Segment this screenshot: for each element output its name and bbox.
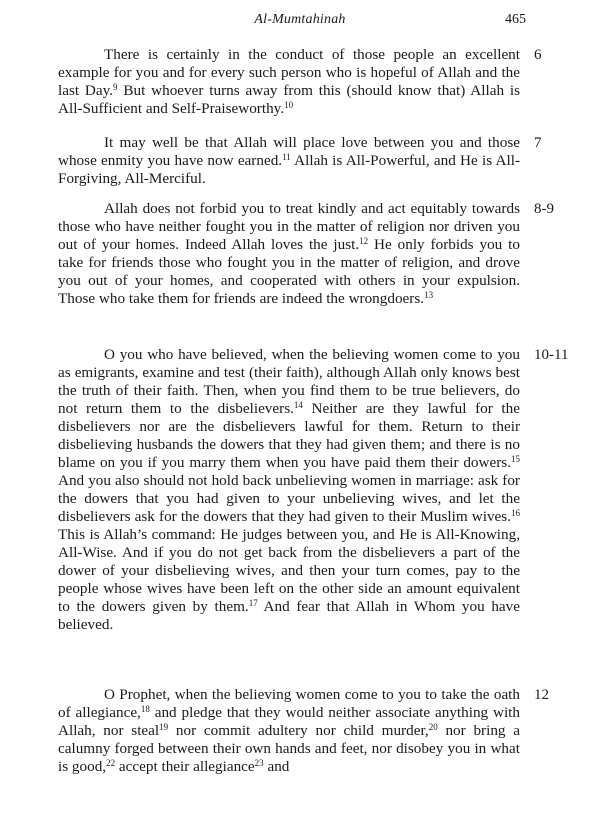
page-header [0,12,600,34]
verse-number: 6 [534,47,542,63]
text-run: And fear that Allah in Whom you have believed. [58,598,521,633]
footnote-ref: 10 [284,100,294,110]
verse-number: 12 [534,687,549,703]
text-run: and pledge that they would neither associate anything with Allah, nor steal [58,704,521,739]
verse-text [58,46,520,118]
footnote-ref: 11 [282,152,291,162]
footnote-ref: 17 [248,598,258,608]
text-run: O you who have believed, when the believing women come to you as emigrants, examine and test (their faith), although Allah only knows best the truth of their faith. Then, when you find them to be true believers, do not return them to the disbelievers. [58,346,520,417]
verse-text [58,686,520,776]
verse-text [58,134,520,188]
text-run: O Prophet, when the believing women come to you to take the oath of allegiance, [58,686,520,721]
footnote-ref: 16 [511,508,520,518]
text-run: Allah does not forbid you to treat kindly and act equitably towards those who have neither fought you in the matter of religion nor driven you out of your homes. Indeed Allah loves the just. [58,200,520,253]
footnote-ref: 22 [106,758,116,768]
footnote-ref: 19 [159,722,169,732]
text-run: nor commit adultery nor child murder, [168,722,429,739]
text-run: accept their allegiance [115,758,255,775]
text-run: He only forbids you to take for friends those who fought you in the matter of religion, and drove you out of your homes, and cooperated with others in your expulsion. Those who take them for friends are indeed the wrongdoers. [58,236,520,307]
text-run: and [263,758,290,775]
text-run: And you also should not hold back unbelieving women in marriage: ask for the dowers that you had given to your unbelieving wives, and let the disbelievers ask for the dowers that they had given to their Muslim wives. [58,472,520,525]
verse-text [58,346,520,634]
footnote-ref: 14 [293,400,303,410]
verse-number: 8-9 [534,201,554,217]
text-run: This is Allah’s command: He judges between you, and He is All-Knowing, All-Wise. And if you do not get back from the disbelievers a part of the dower of your disbelieving wives, and then your turn comes, pay to the people whose wives have been left on the other side an amount equivalent to the dowers given by them. [58,526,520,615]
verse-number: 7 [534,135,542,151]
text-run: There is certainly in the conduct of those people an excellent example for you and for every such person who is hopeful of Allah and the last Day. [58,46,520,99]
page-number: 465 [505,12,526,27]
footnote-ref: 23 [254,758,264,768]
text-run: But whoever turns away from this (should know that) Allah is All-Sufficient and Self-Praiseworthy. [58,82,521,117]
verse-number: 10-11 [534,347,569,363]
text-run: nor bring a calumny forged between their own hands and feet, nor disobey you in what is good, [58,722,520,775]
footnote-ref: 9 [113,82,118,92]
footnote-ref: 12 [359,236,369,246]
text-run: Neither are they lawful for the disbelievers nor are the disbelievers lawful for them. Return to their disbelieving husbands the dowers that they had given them; and there is no blame on you if you marry them when you have paid them their dowers. [58,400,520,471]
footnote-ref: 20 [428,722,438,732]
running-title: Al-Mumtahinah [254,12,346,27]
verse-text [58,200,520,308]
footnote-ref: 18 [140,704,150,714]
footnote-ref: 13 [424,290,434,300]
text-run: It may well be that Allah will place love between you and those whose enmity you have now earned. [58,134,520,169]
footnote-ref: 15 [511,454,520,464]
text-run: Allah is All-Powerful, and He is All-Forgiving, All-Merciful. [58,152,521,187]
